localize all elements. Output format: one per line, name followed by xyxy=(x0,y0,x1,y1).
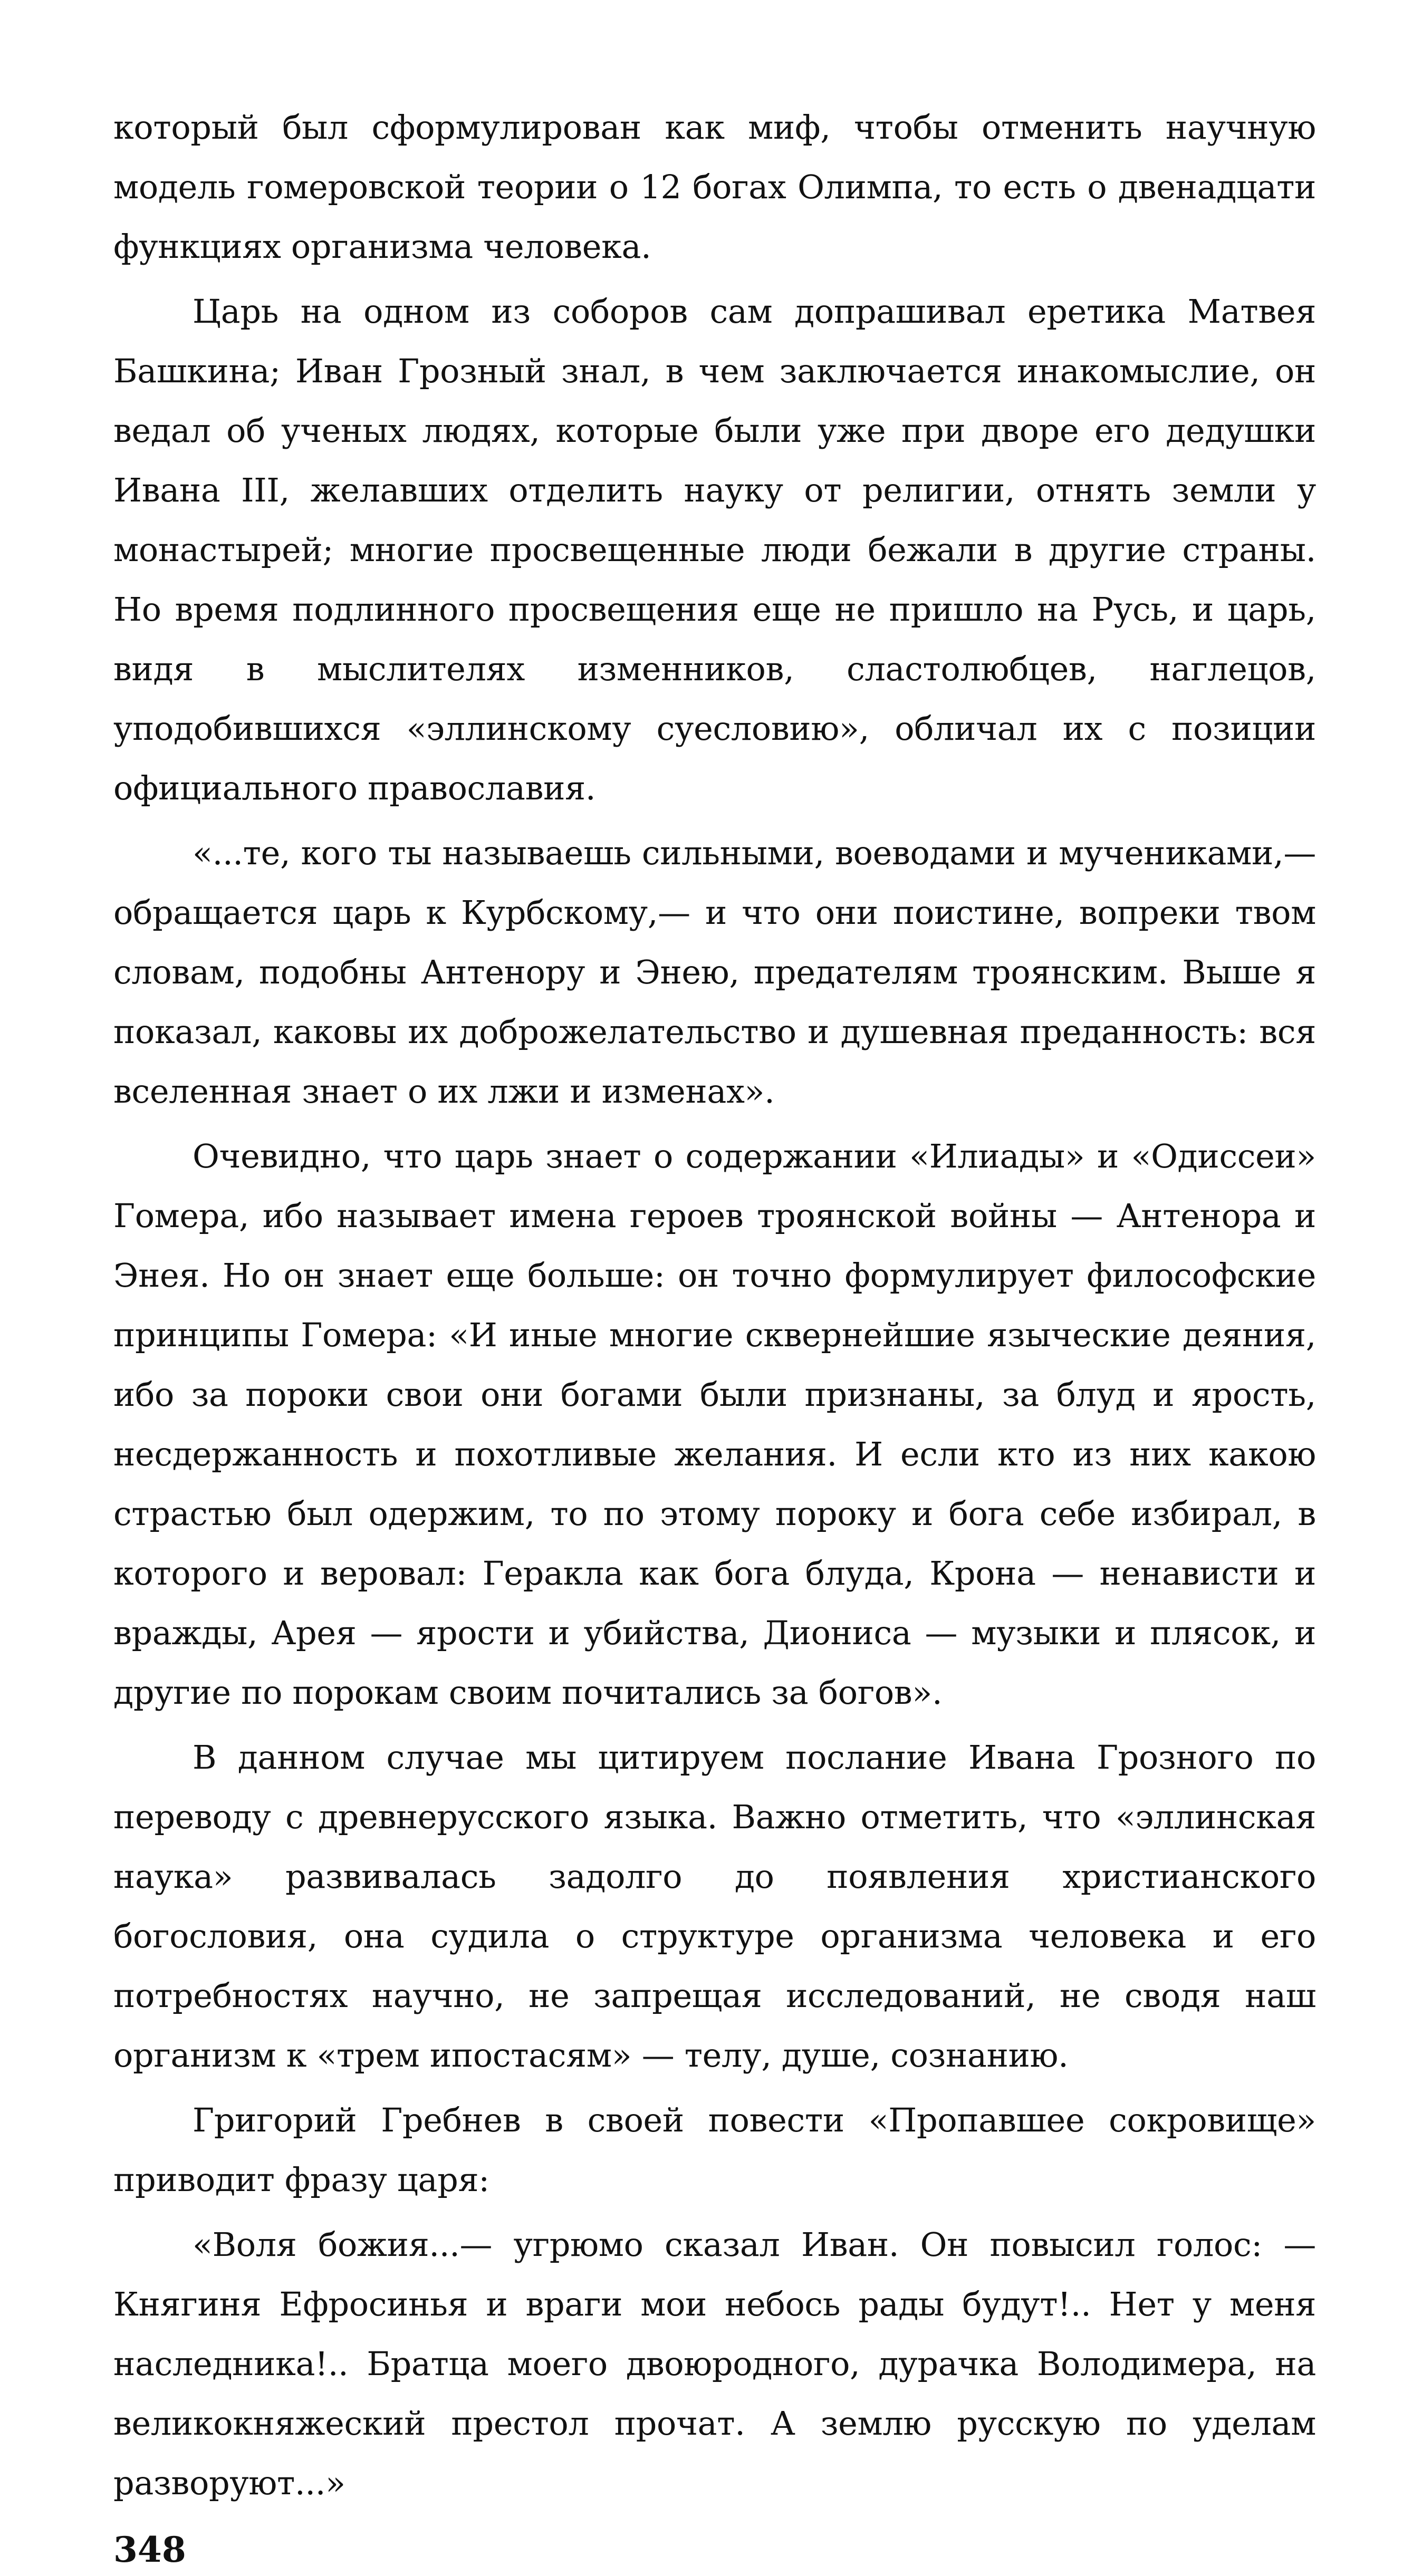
page-number: 348 xyxy=(113,2529,186,2570)
paragraph-2: Царь на одном из соборов сам допрашивал еретика Матвея Башкина; Иван Грозный знал, в чем заключается инакомыслие, он ведал об ученых людях, которые были уже при дворе его дедушки Ивана III, желавших отделить науку от религии, отнять земли у монастырей; многие просвещенные люди бежали в другие страны. Но время подлинного просвещения еще не пришло на Русь, и царь, видя в мыслителях изменников, сластолюбцев, наглецов, уподобившихся «эллинскому суесловию», обличал их с позиции официального православия. xyxy=(113,292,1316,807)
paragraph-3-quote: «...те, кого ты называешь сильными, воеводами и мучениками,— обращается царь к Курбскому,— и что они поистине, вопреки твом словам, подобны Антенору и Энею, предателям троянским. Выше я показал, каковы их доброжелательство и душевная преданность: вся вселенная знает о их лжи и изменах». xyxy=(113,834,1316,1111)
book-page xyxy=(113,98,1316,2576)
paragraph-6: Григорий Гребнев в своей повести «Пропавшее сокровище» приводит фразу царя: xyxy=(113,2101,1316,2199)
paragraph-5: В данном случае мы цитируем послание Ивана Грозного по переводу с древнерусского языка. Важно отметить, что «эллинская наука» развивалась задолго до появления христианского богословия, она судила о структуре организма человека и его потребностях научно, не запрещая исследований, не сводя наш организм к «трем ипостасям» — телу, душе, сознанию. xyxy=(113,1738,1316,2075)
paragraph-1: который был сформулирован как миф, чтобы отменить научную модель гомеровской теории о 12 богах Олимпа, то есть о двенадцати функциях организма человека. xyxy=(113,108,1316,266)
paragraph-7-quote: «Воля божия...— угрюмо сказал Иван. Он повысил голос: — Княгиня Ефросинья и враги мои небось рады будут!.. Нет у меня наследника!.. Братца моего двоюродного, дурачка Володимера, на великокняжеский престол прочат. А землю русскую по уделам разворуют...» xyxy=(113,2225,1316,2502)
paragraph-4: Очевидно, что царь знает о содержании «Илиады» и «Одиссеи» Гомера, ибо называет имена героев троянской войны — Антенора и Энея. Но он знает еще больше: он точно формулирует философские принципы Гомера: «И иные многие сквернейшие языческие деяния, ибо за пороки свои они богами были признаны, за блуд и ярость, несдержанность и похотливые желания. И если кто из них какою страстью был одержим, то по этому пороку и бога себе избирал, в которого и веровал: Геракла как бога блуда, Крона — ненависти и вражды, Арея — ярости и убийства, Диониса — музыки и плясок, и другие по порокам своим почитались за богов». xyxy=(113,1137,1316,1712)
